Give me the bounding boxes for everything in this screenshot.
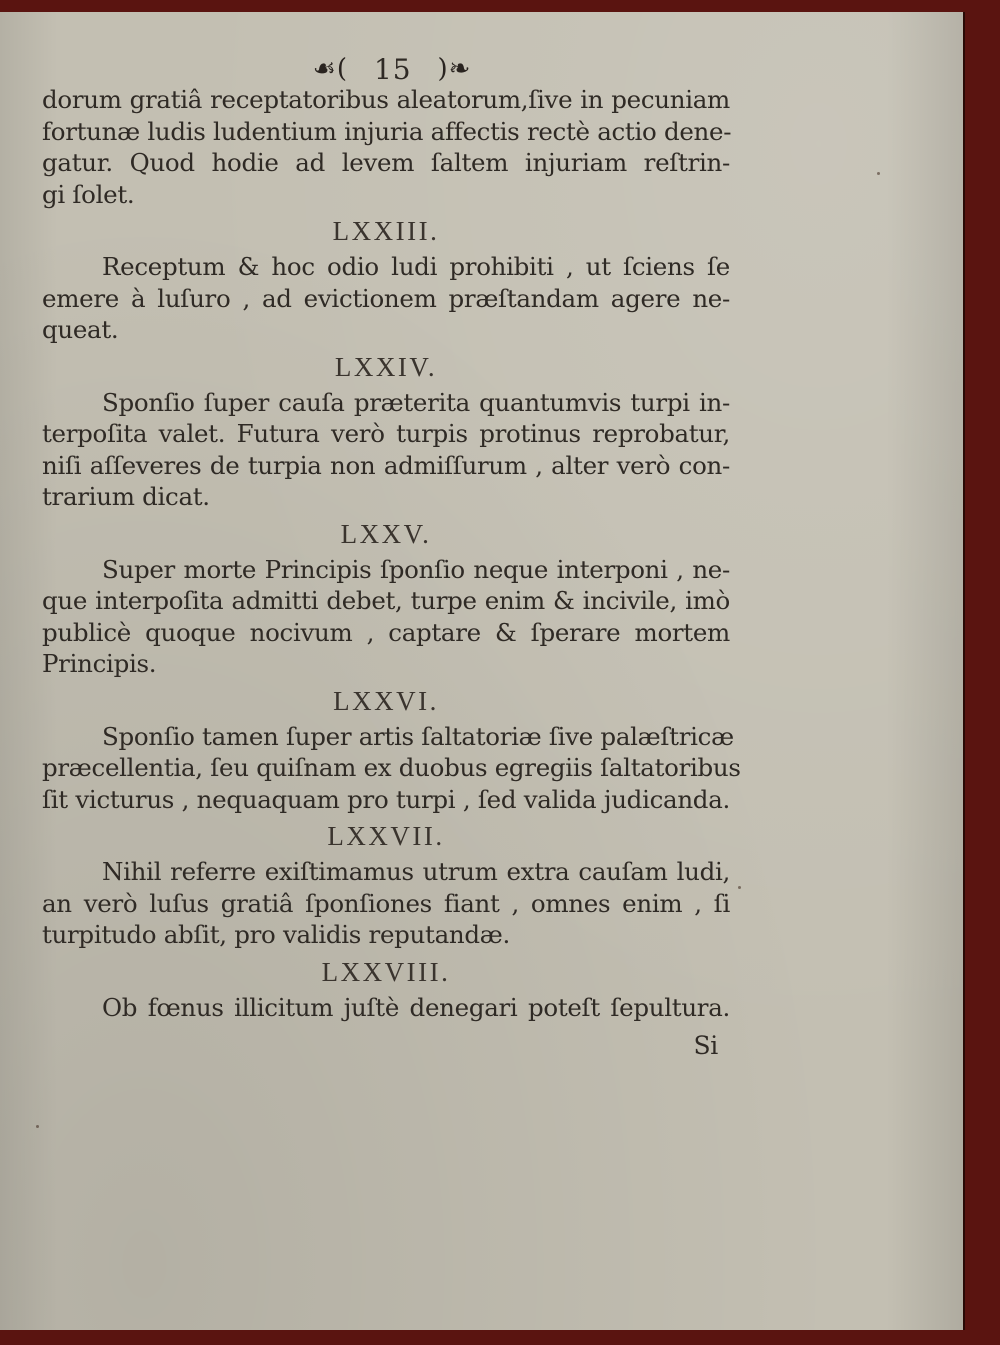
section-heading-lxxv: LXXV. xyxy=(340,518,432,549)
text-line: dorum gratiâ receptatoribus aleatorum,ſive in pecuniam xyxy=(42,85,730,114)
text-line: Sponſio ſuper cauſa præterita quantumvis turpi in- xyxy=(102,387,730,417)
paper-speck xyxy=(738,886,741,889)
text-line: an verò luſus gratiâ ſponſiones fiant , omnes enim , ſi xyxy=(42,888,730,918)
section-heading-lxxvi: LXXVI. xyxy=(333,685,439,716)
paper-speck xyxy=(36,1125,39,1128)
page-number: 15 xyxy=(373,53,412,86)
paragraph-lxxiii xyxy=(42,251,730,346)
paragraph-lxxiv xyxy=(42,387,730,513)
section-heading-lxxvii: LXXVII. xyxy=(327,821,445,851)
page-text xyxy=(42,50,741,1063)
paragraph-continuation xyxy=(42,84,730,210)
text-line: publicè quoque nocivum , captare & ſperare mortem xyxy=(42,617,730,647)
text-line: Ob fœnus illicitum juſtè denegari poteſt ſepultura. xyxy=(102,992,730,1022)
section-heading-lxxiii: LXXIII. xyxy=(332,216,440,246)
paragraph-lxxvi xyxy=(42,721,741,816)
text-line: Super morte Principis ſponſio neque interponi , ne- xyxy=(102,554,730,584)
text-line: terpoſita valet. Futura verò turpis protinus reprobatur, xyxy=(42,419,730,448)
section-heading-lxxviii: LXXVIII. xyxy=(321,956,451,987)
text-line: gi ſolet. xyxy=(42,179,135,209)
paper-speck xyxy=(877,172,880,175)
text-line: trarium dicat. xyxy=(42,482,210,511)
text-line: præcellentia, ſeu quiſnam ex duobus egregiis ſaltatoribus xyxy=(42,753,741,782)
text-line: ſit victurus , nequaquam pro turpi , ſed valida judicanda. xyxy=(42,784,730,814)
text-line: emere à luſuro , ad evictionem præſtandam agere ne- xyxy=(42,283,730,313)
paragraph-lxxvii xyxy=(42,856,730,951)
text-line: Nihil referre exiſtimamus utrum extra cauſam ludi, xyxy=(102,857,730,886)
text-line: fortunæ ludis ludentium injuria affectis rectè actio dene- xyxy=(42,116,732,146)
text-line: turpitudo abſit, pro validis reputandæ. xyxy=(42,920,510,949)
paragraph-lxxv xyxy=(42,554,730,680)
catchword: Si xyxy=(693,1031,718,1060)
text-line: queat. xyxy=(42,315,119,344)
ornament-right-icon: )❧ xyxy=(437,54,472,84)
text-line: Sponſio tamen ſuper artis ſaltatoriæ ſive palæſtricæ xyxy=(102,721,734,751)
book-page xyxy=(0,12,963,1330)
text-line: Receptum & hoc odio ludi prohibiti , ut ſciens ſe xyxy=(102,252,730,281)
text-line: que interpoſita admitti debet, turpe enim & incivile, imò xyxy=(42,586,730,615)
paragraph-lxxviii xyxy=(42,992,730,1024)
text-line: niſi aſſeveres de turpia non admiſſurum , alter verò con- xyxy=(42,450,730,480)
section-heading-lxxiv: LXXIV. xyxy=(334,351,438,382)
text-line: Principis. xyxy=(42,649,157,678)
text-line: gatur. Quod hodie ad levem ſaltem injuriam reſtrin- xyxy=(42,148,730,177)
ornament-left-icon: ☙( xyxy=(312,54,349,84)
